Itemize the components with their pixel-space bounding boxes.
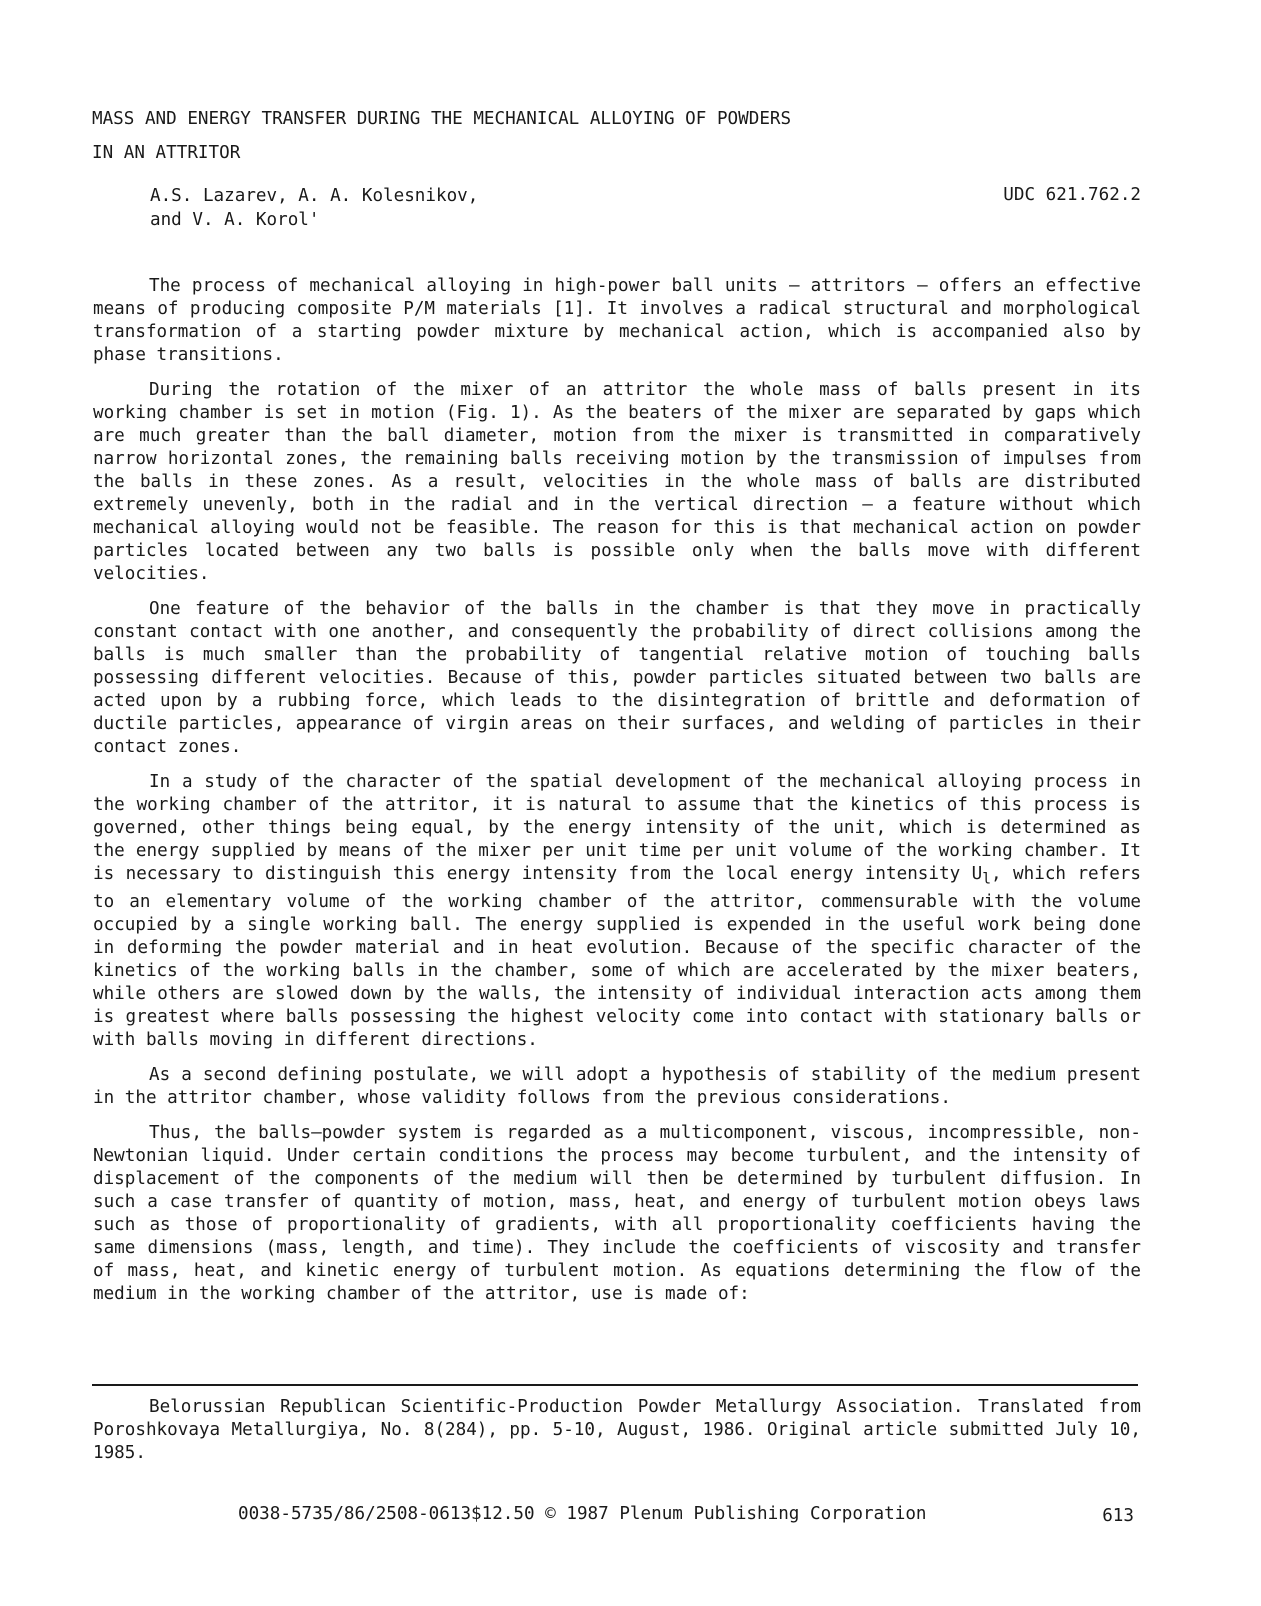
footer-copyright: 0038-5735/86/2508-0613$12.50 © 1987 Plenum Publishing Corporation	[238, 1504, 927, 1524]
footnote	[93, 1396, 1141, 1465]
subscript-l: l	[982, 870, 992, 888]
paragraph-4	[93, 771, 1141, 1052]
article-title	[92, 102, 1092, 170]
authors-line-1: A.S. Lazarev, A. A. Kolesnikov,	[150, 186, 479, 206]
paragraph-6: Thus, the balls—powder system is regarded as a multicomponent, viscous, incompressible, non-Newtonian liquid. Under certain conditions the process may become turbulent, and the intensity of displacement of the components of the medium will then be determined by turbulent diffusion. In such a case transfer of quantity of motion, mass, heat, and energy of turbulent motion obeys laws such as those of proportionality of gradients, with all proportionality coefficients having the same dimensions (mass, length, and time). They include the coefficients of viscosity and transfer of mass, heat, and kinetic energy of turbulent motion. As equations determining the flow of the medium in the working chamber of the attritor, use is made of:	[93, 1122, 1141, 1304]
title-line-2: IN AN ATTRITOR	[92, 143, 241, 163]
authors	[150, 184, 478, 232]
footnote-divider	[92, 1384, 1138, 1386]
paragraph-5: As a second defining postulate, we will adopt a hypothesis of stability of the medium present in the attritor chamber, whose validity follows from the previous considerations.	[93, 1064, 1141, 1108]
authors-line-2: and V. A. Korol'	[150, 210, 320, 230]
article-body	[93, 275, 1141, 1318]
page-number: 613	[1102, 1506, 1134, 1526]
paragraph-1: The process of mechanical alloying in high-power ball units — attritors — offers an effective means of producing composite P/M materials [1]. It involves a radical structural and morphological transformation of a starting powder mixture by mechanical action, which is accompanied also by phase transitions.	[93, 276, 1141, 365]
footnote-text: Belorussian Republican Scientific-Production Powder Metallurgy Association. Translated from Poroshkovaya Metallurgiya, No. 8(284), pp. 5-10, August, 1986. Original article submitted July 10, 1985.	[93, 1397, 1141, 1463]
udc-code: UDC 621.762.2	[1003, 185, 1141, 205]
paragraph-3: One feature of the behavior of the balls in the chamber is that they move in practically constant contact with one another, and consequently the probability of direct collisions among the balls is much smaller than the probability of tangential relative motion of touching balls possessing different velocities. Because of this, powder particles situated between two balls are acted upon by a rubbing force, which leads to the disintegration of brittle and deformation of ductile particles, appearance of virgin areas on their surfaces, and welding of particles in their contact zones.	[93, 599, 1141, 757]
title-line-1: MASS AND ENERGY TRANSFER DURING THE MECHANICAL ALLOYING OF POWDERS	[92, 109, 792, 129]
paragraph-2: During the rotation of the mixer of an attritor the whole mass of balls present in its working chamber is set in motion (Fig. 1). As the beaters of the mixer are separated by gaps which are much greater than the ball diameter, motion from the mixer is transmitted in comparatively narrow horizontal zones, the remaining balls receiving motion by the transmission of impulses from the balls in these zones. As a result, velocities in the whole mass of balls are distributed extremely unevenly, both in the radial and in the vertical direction — a feature without which mechanical alloying would not be feasible. The reason for this is that mechanical action on powder particles located between any two balls is possible only when the balls move with different velocities.	[93, 380, 1141, 584]
paragraph-4-head: In a study of the character of the spatial development of the mechanical alloying process in the working chamber of the attritor, it is natural to assume that the kinetics of this process is governed, other things being equal, by the energy intensity of the unit, which is determined as the energy supplied by means of the mixer per unit time per unit volume of the working chamber. It is necessary to distinguish this energy intensity from the local energy intensity U	[93, 772, 1141, 884]
paragraph-4-tail: , which refers to an elementary volume of the working chamber of the attritor, commensurable with the volume occupied by a single working ball. The energy supplied is expended in the useful work being done in deforming the powder material and in heat evolution. Because of the specific character of the kinetics of the working balls in the chamber, some of which are accelerated by the mixer beaters, while others are slowed down by the walls, the intensity of individual interaction acts among them is greatest where balls possessing the highest velocity come into contact with stationary balls or with balls moving in different directions.	[93, 864, 1141, 1050]
